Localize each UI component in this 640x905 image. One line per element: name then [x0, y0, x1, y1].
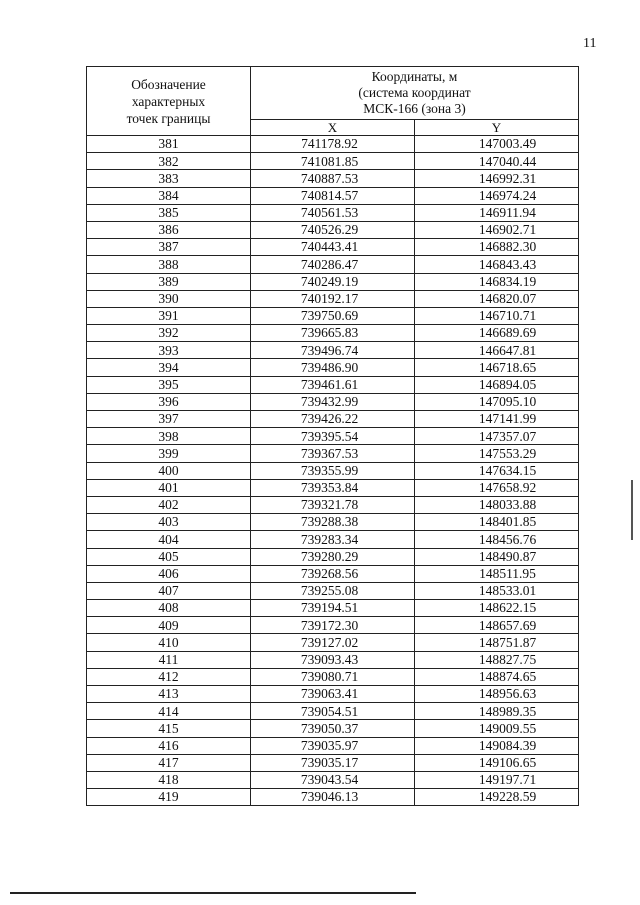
- point-cell: 390: [87, 290, 251, 307]
- x-cell: 740443.41: [251, 239, 415, 256]
- table-row: [87, 514, 579, 531]
- x-cell: 739283.34: [251, 531, 415, 548]
- y-cell: 146974.24: [415, 187, 579, 204]
- x-cell: 739367.53: [251, 445, 415, 462]
- header-point-designation: [87, 67, 251, 136]
- table-row: [87, 153, 579, 170]
- point-cell: 411: [87, 651, 251, 668]
- table-row: [87, 342, 579, 359]
- point-cell: 419: [87, 789, 251, 806]
- header-y: Y: [415, 120, 579, 136]
- x-cell: 739093.43: [251, 651, 415, 668]
- point-cell: 397: [87, 411, 251, 428]
- y-cell: 146992.31: [415, 170, 579, 187]
- point-cell: 417: [87, 754, 251, 771]
- y-cell: 147040.44: [415, 153, 579, 170]
- table-row: [87, 686, 579, 703]
- header-coordinates: [251, 67, 579, 120]
- point-cell: 383: [87, 170, 251, 187]
- point-cell: 395: [87, 376, 251, 393]
- x-cell: 739355.99: [251, 462, 415, 479]
- table-row: [87, 376, 579, 393]
- point-cell: 381: [87, 136, 251, 153]
- table-row: [87, 325, 579, 342]
- y-cell: 148033.88: [415, 496, 579, 513]
- x-cell: 740249.19: [251, 273, 415, 290]
- table-row: [87, 221, 579, 238]
- point-cell: 394: [87, 359, 251, 376]
- table-row: [87, 737, 579, 754]
- y-cell: 148751.87: [415, 634, 579, 651]
- y-cell: 146843.43: [415, 256, 579, 273]
- y-cell: 147658.92: [415, 479, 579, 496]
- table-row: [87, 136, 579, 153]
- y-cell: 149084.39: [415, 737, 579, 754]
- point-cell: 410: [87, 634, 251, 651]
- x-cell: 739050.37: [251, 720, 415, 737]
- x-cell: 739432.99: [251, 393, 415, 410]
- y-cell: 148456.76: [415, 531, 579, 548]
- header-coords-line-3: МСК-166 (зона 3): [363, 101, 466, 116]
- margin-mark: [631, 480, 633, 540]
- y-cell: 146834.19: [415, 273, 579, 290]
- y-cell: 146894.05: [415, 376, 579, 393]
- y-cell: 147003.49: [415, 136, 579, 153]
- y-cell: 147357.07: [415, 428, 579, 445]
- table-row: [87, 617, 579, 634]
- x-cell: 739035.97: [251, 737, 415, 754]
- table-row: [87, 445, 579, 462]
- y-cell: 146902.71: [415, 221, 579, 238]
- point-cell: 398: [87, 428, 251, 445]
- table-row: [87, 754, 579, 771]
- y-cell: 147095.10: [415, 393, 579, 410]
- point-cell: 382: [87, 153, 251, 170]
- x-cell: 739353.84: [251, 479, 415, 496]
- table-row: [87, 720, 579, 737]
- y-cell: 146647.81: [415, 342, 579, 359]
- y-cell: 148533.01: [415, 582, 579, 599]
- table-row: [87, 187, 579, 204]
- y-cell: 146911.94: [415, 204, 579, 221]
- table-row: [87, 565, 579, 582]
- x-cell: 739665.83: [251, 325, 415, 342]
- x-cell: 739035.17: [251, 754, 415, 771]
- table-row: [87, 411, 579, 428]
- header-label-line-2: характерных: [131, 93, 206, 109]
- y-cell: 146689.69: [415, 325, 579, 342]
- y-cell: 148989.35: [415, 703, 579, 720]
- point-cell: 387: [87, 239, 251, 256]
- y-cell: 148874.65: [415, 668, 579, 685]
- table-row: [87, 789, 579, 806]
- header-coords-line-1: Координаты, м: [371, 69, 458, 84]
- table-body: [87, 136, 579, 806]
- x-cell: 739461.61: [251, 376, 415, 393]
- point-cell: 403: [87, 514, 251, 531]
- y-cell: 146710.71: [415, 307, 579, 324]
- point-cell: 384: [87, 187, 251, 204]
- table-row: [87, 703, 579, 720]
- table-row: [87, 496, 579, 513]
- table-header: [87, 67, 579, 136]
- table-row: [87, 273, 579, 290]
- x-cell: 739395.54: [251, 428, 415, 445]
- table-row: [87, 239, 579, 256]
- point-cell: 391: [87, 307, 251, 324]
- table-row: [87, 307, 579, 324]
- x-cell: 740814.57: [251, 187, 415, 204]
- x-cell: 739043.54: [251, 771, 415, 788]
- y-cell: 148622.15: [415, 600, 579, 617]
- x-cell: 739280.29: [251, 548, 415, 565]
- x-cell: 739496.74: [251, 342, 415, 359]
- point-cell: 408: [87, 600, 251, 617]
- x-cell: 739194.51: [251, 600, 415, 617]
- table-row: [87, 204, 579, 221]
- x-cell: 741081.85: [251, 153, 415, 170]
- point-cell: 404: [87, 531, 251, 548]
- y-cell: 149228.59: [415, 789, 579, 806]
- x-cell: 739321.78: [251, 496, 415, 513]
- point-cell: 414: [87, 703, 251, 720]
- point-cell: 399: [87, 445, 251, 462]
- x-cell: 739127.02: [251, 634, 415, 651]
- y-cell: 148511.95: [415, 565, 579, 582]
- header-coords-line-2: (система координат: [358, 85, 471, 100]
- table-row: [87, 290, 579, 307]
- coordinates-table: [86, 66, 579, 806]
- x-cell: 739172.30: [251, 617, 415, 634]
- table-row: [87, 359, 579, 376]
- table-row: [87, 600, 579, 617]
- page-number: 11: [583, 36, 597, 51]
- x-cell: 739255.08: [251, 582, 415, 599]
- x-cell: 739046.13: [251, 789, 415, 806]
- y-cell: 147141.99: [415, 411, 579, 428]
- header-x: X: [251, 120, 415, 136]
- point-cell: 418: [87, 771, 251, 788]
- x-cell: 739750.69: [251, 307, 415, 324]
- header-label-line-3: точек границы: [126, 110, 211, 126]
- point-cell: 392: [87, 325, 251, 342]
- y-cell: 147553.29: [415, 445, 579, 462]
- point-cell: 407: [87, 582, 251, 599]
- table-row: [87, 393, 579, 410]
- table-row: [87, 479, 579, 496]
- table-row: [87, 668, 579, 685]
- point-cell: 409: [87, 617, 251, 634]
- table-row: [87, 462, 579, 479]
- y-cell: 148490.87: [415, 548, 579, 565]
- point-cell: 412: [87, 668, 251, 685]
- y-cell: 146882.30: [415, 239, 579, 256]
- point-cell: 406: [87, 565, 251, 582]
- x-cell: 739426.22: [251, 411, 415, 428]
- point-cell: 396: [87, 393, 251, 410]
- table-row: [87, 170, 579, 187]
- x-cell: 740561.53: [251, 204, 415, 221]
- y-cell: 149197.71: [415, 771, 579, 788]
- x-cell: 739288.38: [251, 514, 415, 531]
- table-row: [87, 531, 579, 548]
- y-cell: 148401.85: [415, 514, 579, 531]
- y-cell: 146718.65: [415, 359, 579, 376]
- point-cell: 415: [87, 720, 251, 737]
- x-cell: 739080.71: [251, 668, 415, 685]
- y-cell: 149009.55: [415, 720, 579, 737]
- y-cell: 149106.65: [415, 754, 579, 771]
- point-cell: 405: [87, 548, 251, 565]
- point-cell: 393: [87, 342, 251, 359]
- x-cell: 741178.92: [251, 136, 415, 153]
- y-cell: 148956.63: [415, 686, 579, 703]
- point-cell: 402: [87, 496, 251, 513]
- footer-divider: [10, 892, 416, 894]
- point-cell: 413: [87, 686, 251, 703]
- table-row: [87, 428, 579, 445]
- x-cell: 740192.17: [251, 290, 415, 307]
- point-cell: 388: [87, 256, 251, 273]
- x-cell: 740887.53: [251, 170, 415, 187]
- y-cell: 147634.15: [415, 462, 579, 479]
- table-row: [87, 634, 579, 651]
- x-cell: 739054.51: [251, 703, 415, 720]
- x-cell: 740526.29: [251, 221, 415, 238]
- x-cell: 739063.41: [251, 686, 415, 703]
- point-cell: 386: [87, 221, 251, 238]
- y-cell: 146820.07: [415, 290, 579, 307]
- point-cell: 400: [87, 462, 251, 479]
- y-cell: 148827.75: [415, 651, 579, 668]
- point-cell: 401: [87, 479, 251, 496]
- header-label-line-1: Обозначение: [131, 76, 206, 92]
- table-row: [87, 582, 579, 599]
- table-row: [87, 771, 579, 788]
- table-row: [87, 651, 579, 668]
- y-cell: 148657.69: [415, 617, 579, 634]
- point-cell: 416: [87, 737, 251, 754]
- table-row: [87, 256, 579, 273]
- point-cell: 385: [87, 204, 251, 221]
- x-cell: 739486.90: [251, 359, 415, 376]
- point-cell: 389: [87, 273, 251, 290]
- table-row: [87, 548, 579, 565]
- x-cell: 740286.47: [251, 256, 415, 273]
- x-cell: 739268.56: [251, 565, 415, 582]
